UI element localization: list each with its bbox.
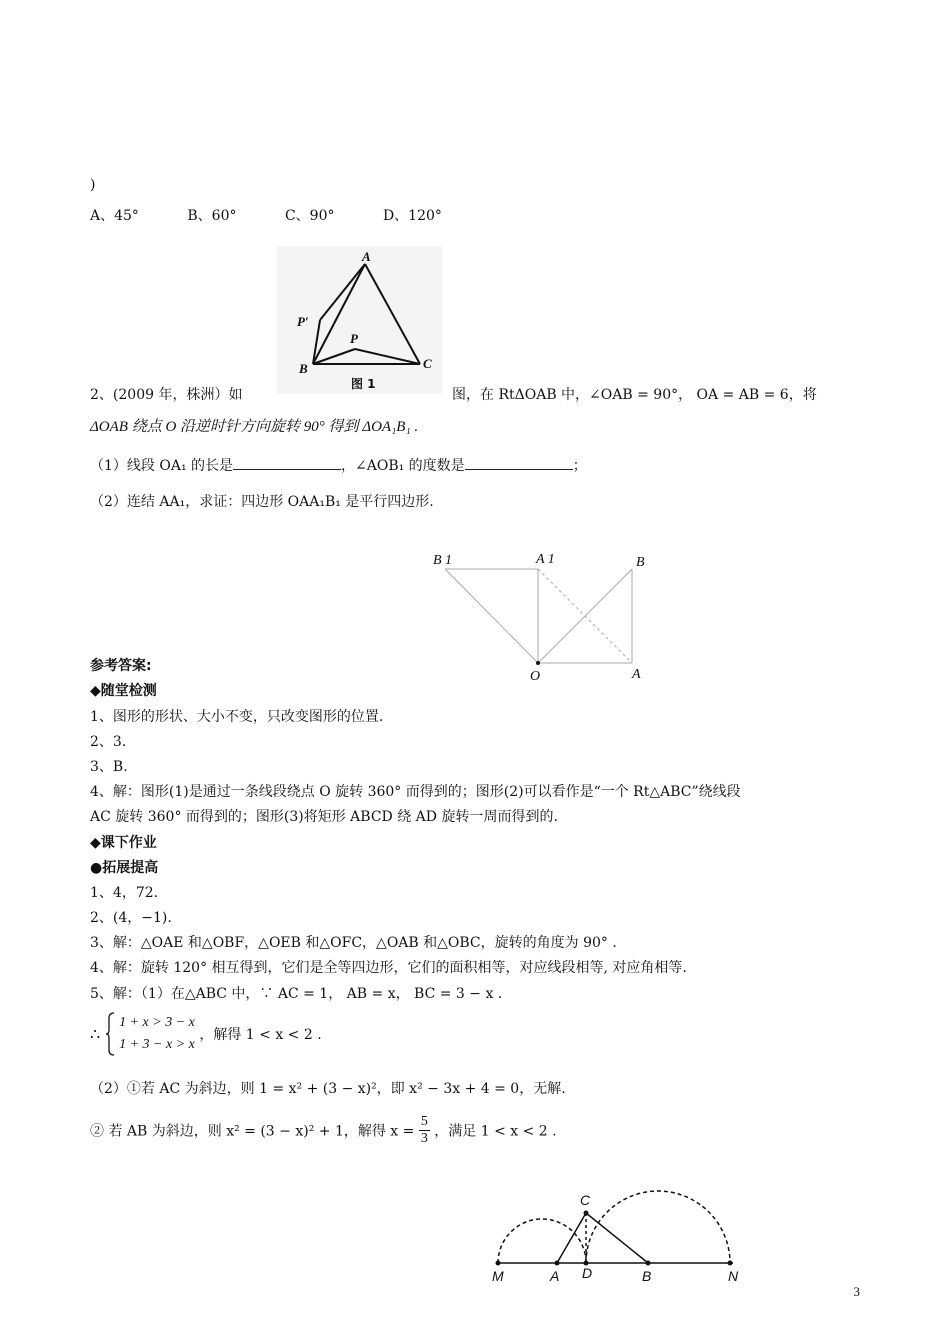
figure-1-triangle <box>277 246 442 394</box>
ext-answer-3: 3、解：△OAE 和△OBF，△OEB 和△OFC，△OAB 和△OBC，旋转的角度为 90° . <box>90 935 617 951</box>
fig1-label-p-prime: P′ <box>297 314 309 329</box>
fig3-label-n: N <box>728 1268 739 1284</box>
inequality-row-1: 1 + x > 3 − x <box>119 1015 195 1030</box>
fig1-label-p: P <box>350 331 358 346</box>
ext-answer-5: 5、解：（1）在△ABC 中，∵ AC = 1， AB = x， BC = 3 − x . <box>90 986 503 1002</box>
choice-d: D、120° <box>382 208 442 224</box>
ext-answer-5-part2: （2）①若 AC 为斜边，则 1 = x² + (3 − x)²，即 x² − 3x + 4 = 0，无解. <box>90 1081 566 1097</box>
answer-3: 3、B. <box>90 759 128 775</box>
section-homework: ◆课下作业 <box>90 835 157 851</box>
answer-blank-1[interactable] <box>233 455 341 470</box>
inequality-row-2: 1 + 3 − x > x <box>119 1037 195 1052</box>
q2-part2: （2）连结 AA₁，求证：四边形 OAA₁B₁ 是平行四边形. <box>90 494 434 510</box>
inequality-system: ∴ 1 + x > 3 − x 1 + 3 − x > x ，解得 1 < x < 2 . <box>90 1012 322 1056</box>
fig2-label-a1: A 1 <box>536 552 555 567</box>
fig3-label-d: D <box>582 1265 593 1281</box>
q2-line1-right: 图，在 RtΔOAB 中，∠OAB = 90°， OA = AB = 6，将 <box>452 387 817 403</box>
ext-answer-4: 4、解：旋转 120° 相互得到，它们是全等四边形，它们的面积相等，对应线段相等, 对应角相等. <box>90 960 687 976</box>
left-brace-icon <box>105 1012 115 1056</box>
ext-answer-1: 1、4，72. <box>90 885 159 901</box>
fig2-label-a: A <box>632 667 641 682</box>
fig1-label-a: A <box>362 249 371 264</box>
answer-1: 1、图形的形状、大小不变，只改变图形的位置. <box>90 709 384 725</box>
fig3-label-b: B <box>642 1268 652 1284</box>
fig2-label-b1: B 1 <box>433 553 453 568</box>
ext-answer-2: 2、(4，−1). <box>90 910 172 926</box>
choice-b: B、60° <box>187 208 237 224</box>
fig3-label-m: M <box>492 1268 504 1284</box>
choice-a: A、45° <box>90 208 139 224</box>
question-paren: ) <box>90 177 96 193</box>
q2-line2: ΔOAB 绕点 O 沿逆时针方向旋转 90° 得到 ΔOA₁B₁ . <box>90 419 419 435</box>
figure-2-rotation <box>430 548 655 683</box>
choice-list <box>90 205 486 225</box>
section-extension: ●拓展提高 <box>90 860 159 876</box>
fig1-label-b: B <box>299 361 308 376</box>
fig2-label-o: O <box>530 669 541 683</box>
section-classroom-check: ◆随堂检测 <box>90 683 157 699</box>
ext-answer-5-part3: ② 若 AB 为斜边，则 x² = (3 − x)² + 1，解得 x = $\frac{5}{3}$ ，满足 1 < x < 2 . <box>90 1114 557 1146</box>
fig2-label-b: B <box>636 555 645 570</box>
inequality-result: ，解得 1 < x < 2 . <box>199 1027 322 1043</box>
q2-part1: （1）线段 OA₁ 的长是 ，∠AOB₁ 的度数是 ； <box>90 455 587 475</box>
fig1-label-c: C <box>423 356 432 371</box>
answer-4-line2: AC 旋转 360° 而得到的；图形(3)将矩形 ABCD 绕 AD 旋转一周而得到的. <box>90 809 558 825</box>
fig1-caption: 图 1 <box>351 377 376 391</box>
q2-line1-left: 2、(2009 年，株洲）如 <box>90 387 243 403</box>
fig3-label-c: C <box>580 1192 591 1208</box>
fraction-five-thirds: $\frac{5}{3}$ <box>420 1114 428 1146</box>
answer-4-line1: 4、解：图形(1)是通过一条线段绕点 O 旋转 360° 而得到的；图形(2)可以看作是“一个 Rt△ABC”绕线段 <box>90 784 741 800</box>
answers-heading: 参考答案: <box>90 658 152 674</box>
choice-c: C、90° <box>284 208 335 224</box>
answer-blank-2[interactable] <box>465 455 573 470</box>
page-number: 3 <box>853 1284 860 1299</box>
answer-2: 2、3. <box>90 734 127 750</box>
figure-3-semicircles <box>488 1180 750 1285</box>
fig3-label-a: A <box>550 1268 560 1284</box>
